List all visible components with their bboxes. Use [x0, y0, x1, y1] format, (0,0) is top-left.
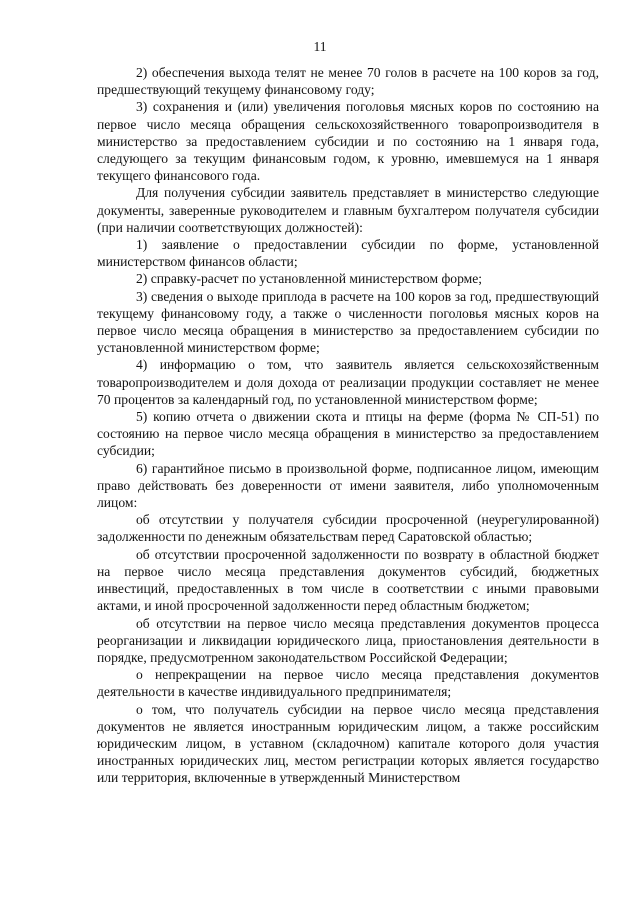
paragraph-doc-4-income: 4) информацию о том, что заявитель является сельскохозяйственным товаропроизводителем и доля дохода от реализации продукции составляет не менее 70 процентов за календарный год, по установленной министерством форме; [97, 357, 599, 407]
paragraph-reorganization: об отсутствии на первое число месяца представления документов процесса реорганизации и ликвидации юридического лица, приостановления деятельности в порядке, предусмотренном законодательством Российской Федерации; [97, 615, 599, 665]
page-number: 11 [313, 39, 327, 54]
paragraph-doc-2-calculation: 2) справку-расчет по установленной министерством форме; [136, 271, 483, 287]
paragraph-foreign-entity: о том, что получатель субсидии на первое число месяца представления документов не является иностранным юридическим лицом, а также российским юридическим лицом, в уставном (складочном) капитале которого доля участия иностранных юридических лиц, местом регистрации которых является государство или территория, включенные в утвержденный Министерством [97, 701, 599, 786]
paragraph-item-3-herd: 3) сохранения и (или) увеличения поголовья мясных коров по состоянию на первое число месяца обращения сельскохозяйственного товаропроизводителя в министерство за предоставлением субсидии и по состоянию на 1 января года, следующего за текущим финансовым годом, к уровню, имевшемуся на 1 января текущего финансового года. [97, 99, 599, 184]
paragraph-entrepreneur: о непрекращении на первое число месяца представления документов деятельности в качестве индивидуального предпринимателя; [97, 667, 599, 700]
paragraph-documents-intro: Для получения субсидии заявитель представляет в министерство следующие документы, заверенные руководителем и главным бухгалтером получателя субсидии (при наличии соответствующих должностей): [97, 185, 599, 235]
paragraph-doc-5-report: 5) копию отчета о движении скота и птицы на ферме (форма № СП-51) по состоянию на первое число месяца обращения в министерство за предоставлением субсидии; [97, 409, 599, 459]
paragraph-doc-1-application: 1) заявление о предоставлении субсидии по форме, установленной министерством финансов области; [97, 237, 599, 270]
paragraph-doc-3-offspring: 3) сведения о выходе приплода в расчете на 100 коров за год, предшествующий текущему финансовому году, а также о численности поголовья мясных коров на первое число месяца обращения в министерство за предоставлением субсидии по установленной министерством форме; [97, 288, 599, 356]
paragraph-debt-region: об отсутствии у получателя субсидии просроченной (неурегулированной) задолженности по денежным обязательствам перед Саратовской областью; [97, 512, 599, 545]
paragraph-doc-6-letter: 6) гарантийное письмо в произвольной форме, подписанное лицом, имеющим право действовать без доверенности от имени заявителя, либо уполномоченным лицом: [97, 460, 599, 511]
document-body [97, 64, 599, 787]
paragraph-debt-budget: об отсутствии просроченной задолженности по возврату в областной бюджет на первое число месяца представления документов субсидий, бюджетных инвестиций, предоставленных в том числе в соответствии с иными правовыми актами, и иной просроченной задолженности перед областным бюджетом; [97, 546, 599, 614]
paragraph-item-2-calves: 2) обеспечения выхода телят не менее 70 голов в расчете на 100 коров за год, предшествующий текущему финансовому году; [97, 65, 599, 98]
